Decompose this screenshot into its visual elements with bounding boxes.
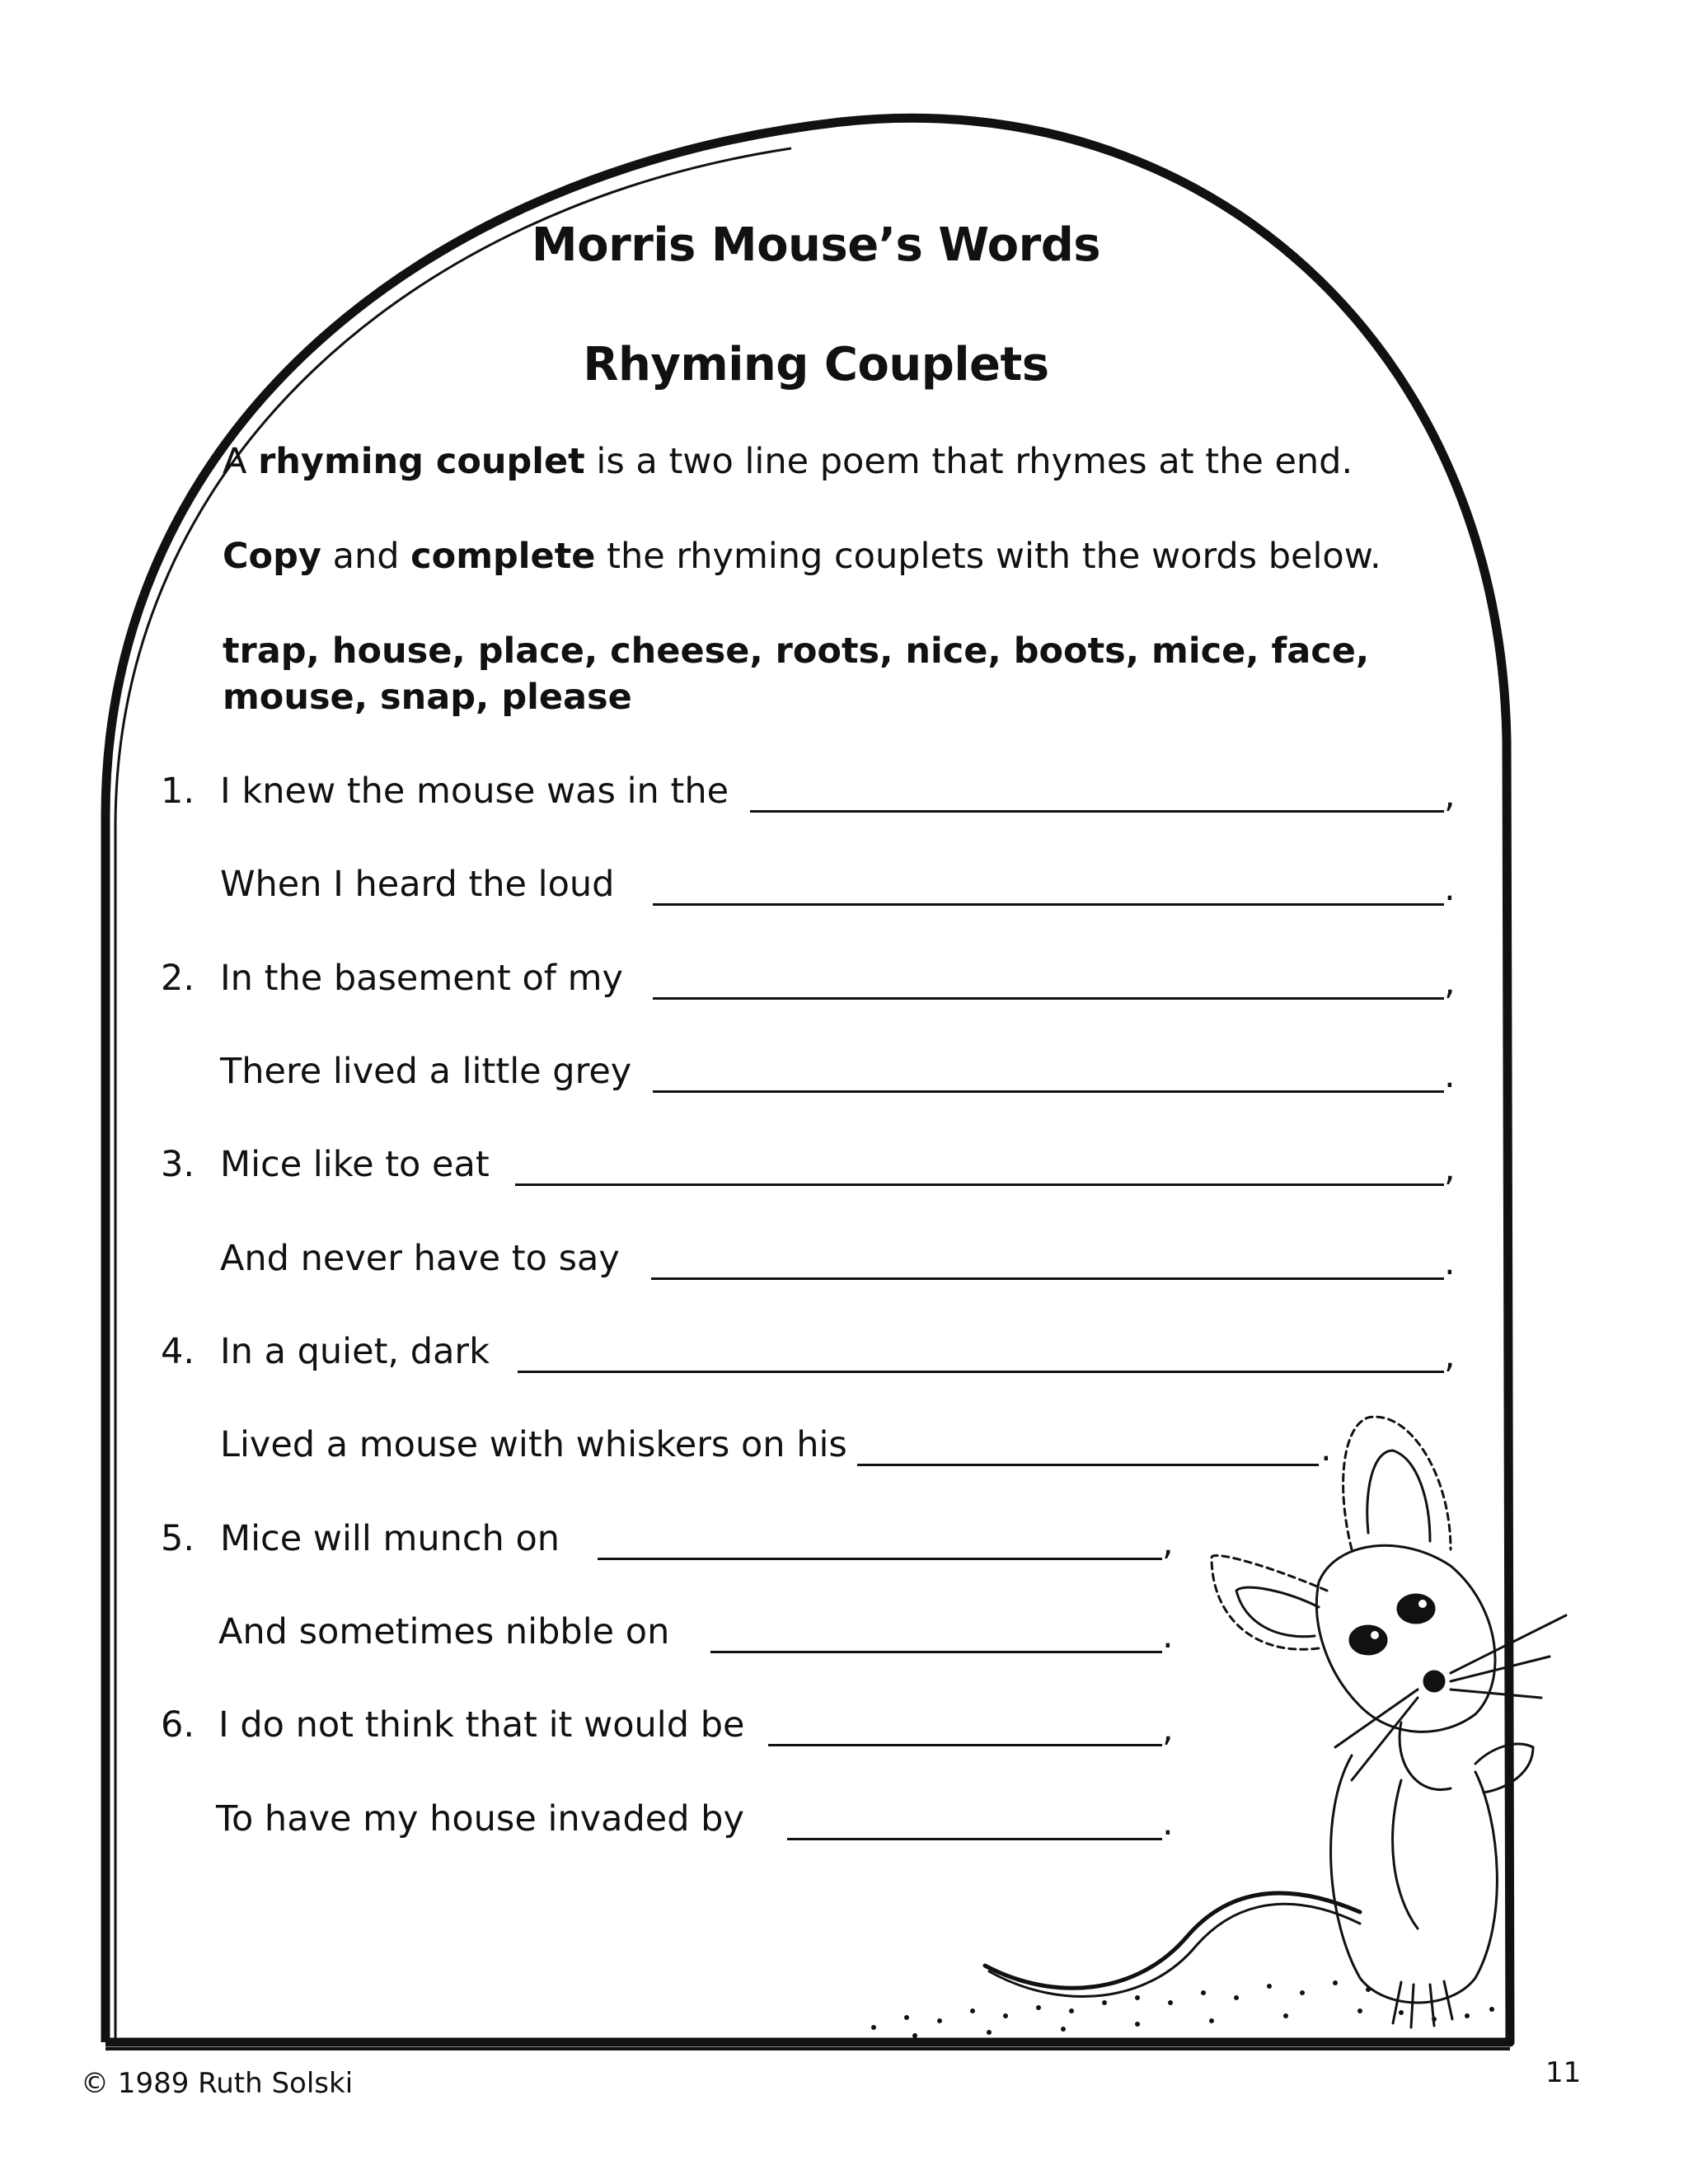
- definition-term: rhyming couplet: [258, 441, 585, 482]
- word-bank: trap, house, place, cheese, roots, nice, boots, mice, face, mouse, snap, please: [223, 630, 1370, 718]
- couplet-3-line-2: And never have to say: [220, 1238, 620, 1279]
- couplet-4-blank-2[interactable]: [857, 1464, 1319, 1466]
- couplet-1-line-2: When I heard the loud: [220, 864, 615, 905]
- couplet-1-punct-2: .: [1444, 868, 1456, 909]
- couplet-6-line-2: To have my house invaded by: [216, 1798, 744, 1840]
- couplet-1-punct-1: ,: [1444, 775, 1456, 816]
- definition-prefix: A: [223, 441, 259, 482]
- couplet-3-line-1: Mice like to eat: [220, 1144, 490, 1185]
- couplet-4-punct-1: ,: [1444, 1335, 1456, 1376]
- couplet-4-line-2: Lived a mouse with whiskers on his: [220, 1424, 847, 1465]
- couplet-3-blank-2[interactable]: [651, 1277, 1444, 1280]
- couplet-5-line-2: And sometimes nibble on: [218, 1611, 670, 1652]
- instruction-word-complete: complete: [410, 536, 596, 577]
- couplet-5-line-1: Mice will munch on: [220, 1518, 560, 1559]
- couplet-3-punct-2: .: [1444, 1242, 1456, 1283]
- couplet-1-blank-2[interactable]: [653, 903, 1444, 906]
- instruction-text: [223, 536, 1381, 577]
- couplet-6-line-1: I do not think that it would be: [218, 1704, 745, 1746]
- couplet-1-blank-1[interactable]: [750, 810, 1444, 813]
- couplet-number-6: 6.: [161, 1704, 195, 1746]
- page-subtitle: Rhyming Couplets: [583, 338, 1049, 391]
- couplet-2-blank-2[interactable]: [653, 1090, 1444, 1093]
- couplet-2-punct-2: .: [1444, 1055, 1456, 1096]
- couplet-5-blank-2[interactable]: [710, 1651, 1162, 1653]
- couplet-6-punct-1: ,: [1162, 1708, 1174, 1750]
- couplet-5-punct-2: .: [1162, 1615, 1174, 1657]
- couplet-6-blank-2[interactable]: [787, 1838, 1162, 1840]
- couplet-3-punct-1: ,: [1444, 1148, 1456, 1189]
- couplet-6-blank-1[interactable]: [768, 1744, 1162, 1746]
- couplet-4-punct-2: .: [1320, 1428, 1332, 1469]
- definition-text: [223, 441, 1353, 482]
- definition-suffix: is a two line poem that rhymes at the end.: [584, 441, 1353, 482]
- mouse-illustration: [871, 1417, 1566, 2038]
- couplet-2-line-1: In the basement of my: [220, 958, 623, 999]
- couplet-2-blank-1[interactable]: [653, 997, 1444, 1000]
- couplet-number-1: 1.: [161, 771, 195, 812]
- instruction-word-copy: Copy: [223, 536, 321, 577]
- instruction-suffix: the rhyming couplets with the words below.: [595, 536, 1381, 577]
- couplet-number-4: 4.: [161, 1331, 195, 1372]
- couplet-4-blank-1[interactable]: [518, 1371, 1444, 1373]
- couplet-1-line-1: I knew the mouse was in the: [220, 771, 729, 812]
- couplet-6-punct-2: .: [1162, 1802, 1174, 1844]
- couplet-2-line-2: There lived a little grey: [220, 1051, 632, 1092]
- page-title: Morris Mouse’s Words: [531, 218, 1101, 272]
- couplet-number-2: 2.: [161, 958, 195, 999]
- couplet-5-blank-1[interactable]: [598, 1558, 1162, 1560]
- couplet-number-3: 3.: [161, 1144, 195, 1185]
- couplet-4-line-1: In a quiet, dark: [220, 1331, 490, 1372]
- instruction-and: and: [321, 536, 411, 577]
- couplet-number-5: 5.: [161, 1518, 195, 1559]
- copyright-notice: © 1989 Ruth Solski: [81, 2067, 354, 2100]
- couplet-2-punct-1: ,: [1444, 962, 1456, 1003]
- couplet-5-punct-1: ,: [1162, 1522, 1174, 1563]
- couplet-3-blank-1[interactable]: [515, 1183, 1444, 1186]
- page-number: 11: [1545, 2056, 1582, 2089]
